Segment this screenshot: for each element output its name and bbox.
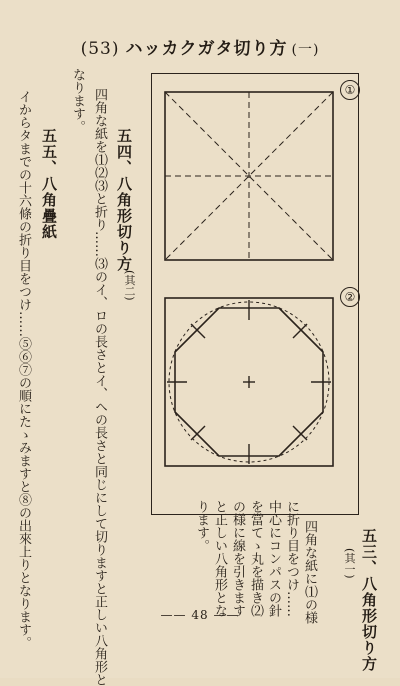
folding-diagrams — [151, 73, 361, 518]
section-55-body: イからタまでの十六條の折り目をつけ……⑤⑥⑦の順にたゝみますと⑧の出來上りとなります。 — [16, 90, 31, 649]
page-number: —— 48 —— — [160, 608, 240, 622]
fig1-square-diagram — [165, 92, 333, 260]
header-suffix: (一) — [291, 42, 320, 58]
section-53-body-6: と正しい八角形とな — [212, 500, 227, 617]
figure-1-label: ① — [340, 80, 360, 100]
section-53-body-3: 中心にコンパスの針 — [266, 500, 281, 617]
page-header — [0, 34, 400, 59]
section-54-subheading: (其二) — [123, 270, 136, 301]
page-title: ハッカクガタ切り方 — [125, 39, 288, 59]
figure-2-label: ② — [340, 287, 360, 307]
section-53-body-4: を當てゝ丸を描き⑵ — [248, 500, 263, 617]
section-54-heading: 五四、八角形切り方 — [115, 128, 133, 272]
fig2-octagon-diagram — [165, 298, 333, 466]
header-number: (53) — [80, 39, 120, 59]
section-54-body-2: なります。 — [70, 68, 85, 133]
section-53-body-7: ります。 — [194, 500, 209, 552]
section-53-subheading: (其一) — [343, 548, 356, 579]
section-53-body-2: に折り目をつけ…… — [284, 500, 299, 617]
section-55-heading: 五五、八角疊紙 — [40, 128, 58, 240]
section-53-body-1: 四角な紙に⑴の様 — [302, 520, 317, 624]
section-53-heading: 五三、八角形切り方 — [360, 528, 378, 672]
section-53-body-5: の様に線を引きます — [230, 500, 245, 617]
section-54-body-1: 四角な紙を⑴⑵⑶と折り……⑶のイ、ロの長さとイ、ヘの長さと同じにして切りますと正しい八角形と — [92, 88, 107, 686]
